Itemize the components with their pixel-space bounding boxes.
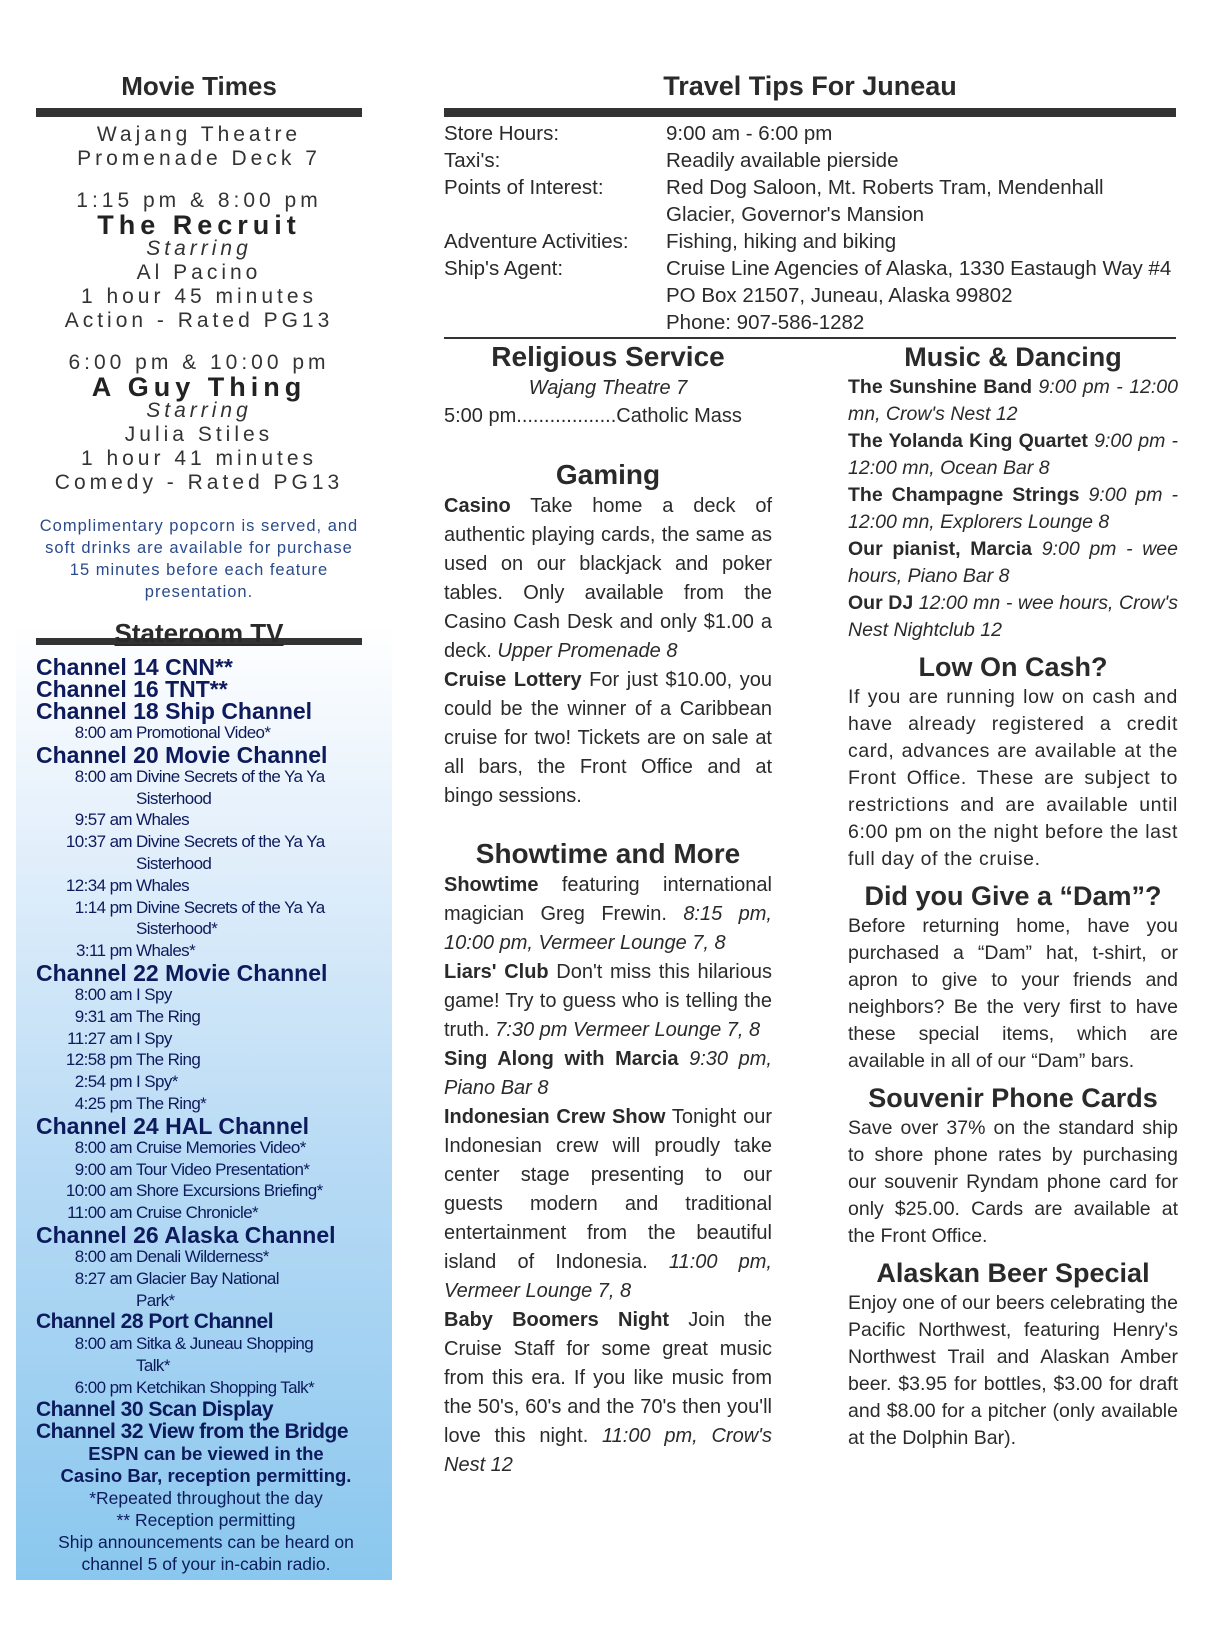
travel-tip-row [444, 309, 1176, 336]
item-time: 9:00 pm - 12:00 mn, Explorers Lounge 8 [848, 484, 1178, 533]
religious-time: 5:00 pm [444, 405, 517, 427]
channel-header: Channel 28 Port Channel [36, 1310, 274, 1334]
program-row [36, 1333, 376, 1355]
tip-label [444, 282, 666, 309]
showtime-heading: Showtime and More [475, 838, 741, 869]
heading-rule [444, 108, 1176, 117]
tip-value: Cruise Line Agencies of Alaska, 1330 Eastaugh Way #4 [666, 257, 1172, 280]
program-title: Park* [136, 1290, 175, 1310]
program-time: 4:25 pm [74, 1093, 132, 1113]
film-length: 1 hour 41 minutes [80, 447, 318, 470]
film-1 [36, 189, 362, 333]
item-text: featuring international magician Greg Frewin. [444, 874, 772, 925]
program-time: 9:57 am [74, 810, 132, 830]
tip-value: Phone: 907-586-1282 [666, 311, 865, 334]
tip-label: Ship's Agent: [444, 257, 564, 280]
film-title: The Recruit [97, 210, 301, 240]
tv-note: Ship announcements can be heard on [58, 1531, 354, 1552]
program-row [36, 918, 376, 940]
program-row [36, 1268, 376, 1290]
program-time: 8:00 am [74, 1246, 132, 1266]
program-title: Divine Secrets of the Ya Ya [136, 832, 325, 852]
program-time: 10:37 am [65, 832, 132, 852]
program-title: Sisterhood [136, 853, 212, 873]
dam-heading: Did you Give a “Dam”? [864, 881, 1162, 911]
program-time: 12:34 pm [65, 875, 132, 895]
film-star: Julia Stiles [124, 423, 274, 446]
program-row [36, 875, 376, 897]
travel-tips-heading: Travel Tips For Juneau [663, 71, 957, 101]
program-row [36, 853, 376, 875]
stateroom-tv-listing [36, 656, 376, 1575]
movie-times-section [36, 0, 362, 603]
item-lead: The Yolanda King Quartet [848, 430, 1088, 452]
program-time: 2:54 pm [74, 1072, 132, 1092]
travel-tips-table [444, 120, 1176, 336]
program-row [36, 897, 376, 919]
channel-header: Channel 22 Movie Channel [36, 959, 328, 986]
item-lead: The Sunshine Band [848, 376, 1033, 398]
program-row [36, 722, 376, 744]
item-lead: Sing Along with Marcia [444, 1048, 679, 1070]
tip-value: 9:00 am - 6:00 pm [666, 122, 833, 145]
stateroom-tv-header [36, 618, 362, 648]
item-lead: Our pianist, Marcia [848, 538, 1033, 560]
program-row [36, 1180, 376, 1202]
tv-note: ** Reception permitting [116, 1509, 296, 1530]
phone-cards-text: Save over 37% on the standard ship to shore phone rates by purchasing our souvenir Ryndam phone card for only $25.00. Cards are available at the Front Office. [848, 1117, 1178, 1247]
program-time: 11:27 am [67, 1028, 132, 1048]
music-list [848, 374, 1178, 644]
program-row [36, 1093, 376, 1115]
item-time: 9:00 pm - 12:00 mn, Ocean Bar 8 [848, 430, 1178, 479]
film-length: 1 hour 45 minutes [80, 285, 318, 308]
right-column [848, 340, 1178, 1452]
stateroom-tv-heading: Stateroom TV [114, 618, 284, 648]
religious-heading: Religious Service [491, 341, 725, 372]
tip-label: Adventure Activities: [444, 230, 629, 253]
program-title: Whales [136, 810, 190, 830]
tv-note: Casino Bar, reception permitting. [60, 1464, 352, 1486]
film-genre: Comedy - Rated PG13 [54, 471, 344, 494]
program-time: 6:00 pm [74, 1377, 132, 1397]
program-time [36, 853, 136, 875]
program-time: 8:00 am [74, 723, 132, 742]
music-item [848, 428, 1178, 482]
film-genre: Action - Rated PG13 [64, 309, 334, 332]
program-title: The Ring [136, 1050, 201, 1070]
dam-text: Before returning home, have you purchased a “Dam” hat, t-shirt, or apron to give to your friends and neighbors? Be the very first to have these special items, which are available in all of our “Dam” bars. [848, 915, 1178, 1072]
popcorn-note: Complimentary popcorn is served, and soft drinks are available for purchase 15 minutes before each feature presentation. [39, 517, 359, 601]
program-title: Denali Wilderness* [136, 1246, 269, 1266]
item-time: 11:00 pm, Vermeer Lounge 7, 8 [444, 1251, 772, 1302]
program-title: I Spy [136, 1028, 172, 1048]
film-2 [36, 351, 362, 495]
program-title: I Spy* [136, 1072, 178, 1092]
show-item [444, 1103, 772, 1306]
program-title: Whales* [136, 941, 196, 961]
item-time: 7:30 pm Vermeer Lounge 7, 8 [495, 1019, 761, 1041]
beer-text: Enjoy one of our beers celebrating the Pacific Northwest, featuring Henry's Northwest Trail and Alaskan Amber beer. $3.95 for bottles, $3.00 for draft and $8.00 for a pitcher (only available at the Dolphin Bar). [848, 1292, 1178, 1449]
music-item [848, 374, 1178, 428]
program-row [36, 1355, 376, 1377]
program-row [36, 1028, 376, 1050]
tip-value: Readily available pierside [666, 149, 899, 172]
tip-value: PO Box 21507, Juneau, Alaska 99802 [666, 284, 1013, 307]
item-location: Upper Promenade 8 [497, 640, 678, 662]
program-time: 8:00 am [74, 984, 132, 1004]
section-rule [444, 337, 1176, 339]
program-title: Cruise Memories Video* [136, 1137, 306, 1157]
channel-header: Channel 26 Alaska Channel [36, 1221, 336, 1248]
program-title: Whales [136, 875, 190, 895]
item-lead: Indonesian Crew Show [444, 1106, 666, 1128]
music-heading: Music & Dancing [904, 342, 1122, 372]
item-text: Join the Cruise Staff for some great music from this era. If you like music from the 50's, 60's and the 70's then you'll love this night. [444, 1309, 772, 1447]
gaming-heading: Gaming [555, 459, 661, 490]
music-item [848, 482, 1178, 536]
program-row [36, 984, 376, 1006]
program-time: 3:11 pm [76, 941, 132, 961]
program-row [36, 1137, 376, 1159]
channel-header: Channel 14 CNN** [36, 654, 233, 680]
film-star: Al Pacino [136, 261, 262, 284]
item-text [678, 1048, 689, 1070]
tip-value: Glacier, Governor's Mansion [666, 203, 924, 226]
program-title: Cruise Chronicle* [136, 1203, 259, 1223]
program-time: 9:31 am [74, 1006, 132, 1026]
item-time: 12:00 mn - wee hours, Crow's Nest Nightclub 12 [848, 592, 1178, 641]
program-title: Sitka & Juneau Shopping [136, 1334, 314, 1354]
program-title: Divine Secrets of the Ya Ya [136, 766, 325, 786]
channel-header: Channel 30 Scan Display [36, 1397, 274, 1421]
show-item [444, 1306, 772, 1480]
program-time: 9:00 am [74, 1159, 132, 1179]
program-title: I Spy [136, 984, 172, 1004]
program-row [36, 1202, 376, 1224]
music-item [848, 536, 1178, 590]
phone-cards-heading: Souvenir Phone Cards [868, 1083, 1158, 1113]
program-title: Divine Secrets of the Ya Ya [136, 897, 325, 917]
channel-header: Channel 24 HAL Channel [36, 1112, 310, 1139]
tip-label [444, 309, 666, 336]
program-row [36, 766, 376, 788]
item-text: For just $10.00, you could be the winner of a Caribbean cruise for two! Tickets are on sale at all bars, the Front Office and at bingo sessions. [444, 669, 772, 807]
item-lead: Cruise Lottery [444, 669, 582, 691]
program-row [36, 809, 376, 831]
item-text: Take home a deck of authentic playing cards, the same as used on our blackjack and poker tables. Only available from the Casino Cash Desk and only $1.00 a deck. [444, 495, 772, 662]
item-time: 9:00 pm - 12:00 mn, Crow's Nest 12 [848, 376, 1178, 425]
item-text: Tonight our Indonesian crew will proudly take center stage presenting to our guests modern and traditional entertainment from the beautiful island of Indonesia. [444, 1106, 773, 1273]
show-item [444, 871, 772, 958]
item-lead: The Champagne Strings [848, 484, 1080, 506]
film-times: 6:00 pm & 10:00 pm [68, 351, 330, 374]
program-row [36, 831, 376, 853]
program-time: 8:00 am [74, 1334, 132, 1354]
program-row [36, 1377, 376, 1399]
travel-tip-row [444, 282, 1176, 309]
deck: Promenade Deck 7 [77, 147, 321, 170]
film-title: A Guy Thing [91, 372, 307, 402]
program-title: Promotional Video* [136, 723, 271, 742]
program-row [36, 1049, 376, 1071]
program-time: 8:27 am [74, 1268, 132, 1288]
program-time: 10:00 am [65, 1181, 132, 1201]
item-time: 9:00 pm - wee hours, Piano Bar 8 [848, 538, 1178, 587]
tv-note: ESPN can be viewed in the [88, 1442, 324, 1464]
program-time: 11:00 am [67, 1203, 132, 1223]
item-lead: Liars' Club [444, 961, 549, 983]
tip-value: Fishing, hiking and biking [666, 230, 897, 253]
travel-tip-row [444, 147, 1176, 174]
showtime-list [444, 871, 772, 1480]
tv-note: channel 5 of your in-cabin radio. [81, 1553, 331, 1574]
cash-heading: Low On Cash? [918, 652, 1108, 682]
beer-heading: Alaskan Beer Special [876, 1258, 1150, 1288]
program-time: 8:00 am [74, 766, 132, 786]
program-time [36, 918, 136, 940]
program-time [36, 1355, 136, 1377]
casino-item [444, 492, 772, 666]
religious-event: Catholic Mass [616, 405, 742, 427]
program-title: The Ring [136, 1006, 201, 1026]
tip-label: Taxi's: [444, 149, 501, 172]
program-row [36, 1006, 376, 1028]
item-lead: Baby Boomers Night [444, 1309, 670, 1331]
program-row [36, 940, 376, 962]
middle-column [444, 340, 772, 1480]
religious-venue: Wajang Theatre 7 [528, 377, 688, 399]
dot-leader: .................. [516, 405, 617, 427]
tip-value: Red Dog Saloon, Mt. Roberts Tram, Mendenhall [666, 176, 1104, 199]
heading-rule [36, 108, 362, 117]
show-item [444, 958, 772, 1045]
program-title: Ketchikan Shopping Talk* [136, 1377, 315, 1397]
program-title: Sisterhood* [136, 919, 218, 939]
program-row [36, 1071, 376, 1093]
item-time: 11:00 pm, Crow's Nest 12 [444, 1425, 772, 1476]
travel-tip-row [444, 201, 1176, 228]
program-row [36, 1159, 376, 1181]
program-time [36, 788, 136, 810]
program-time: 12:58 pm [65, 1050, 132, 1070]
item-text: Don't miss this hilarious game! Try to guess who is telling the truth. [444, 961, 772, 1041]
channel-header: Channel 20 Movie Channel [36, 741, 328, 768]
item-lead: Our DJ [848, 592, 914, 614]
channel-header: Channel 16 TNT** [36, 676, 228, 702]
starring-label: Starring [146, 237, 252, 260]
item-time: 8:15 pm, 10:00 pm, Vermeer Lounge 7, 8 [444, 903, 772, 954]
program-title: Glacier Bay National [136, 1268, 279, 1288]
travel-tips-section [444, 0, 1176, 339]
program-title: Shore Excursions Briefing* [136, 1181, 323, 1201]
program-title: Tour Video Presentation* [136, 1159, 310, 1179]
channel-header: Channel 18 Ship Channel [36, 698, 313, 724]
cash-text: If you are running low on cash and have already registered a credit card, advances are available at the Front Office. These are subject to restrictions and are available until 6:00 pm on the night before the last full day of the cruise. [848, 686, 1178, 870]
movie-times-heading: Movie Times [121, 71, 277, 101]
program-time [36, 1290, 136, 1312]
program-row [36, 1246, 376, 1268]
program-row [36, 1290, 376, 1312]
tip-label: Points of Interest: [444, 176, 604, 199]
item-time: 9:30 pm, Piano Bar 8 [444, 1048, 772, 1099]
tip-label: Store Hours: [444, 122, 560, 145]
tv-note: *Repeated throughout the day [89, 1487, 323, 1508]
travel-tip-row [444, 255, 1176, 282]
film-times: 1:15 pm & 8:00 pm [76, 189, 322, 212]
program-time: 8:00 am [74, 1137, 132, 1157]
music-item [848, 590, 1178, 644]
travel-tip-row [444, 174, 1176, 201]
item-lead: Showtime [444, 874, 539, 896]
program-title: Talk* [136, 1356, 170, 1376]
item-lead: Casino [444, 495, 511, 517]
channel-header: Channel 32 View from the Bridge [36, 1419, 349, 1443]
program-row [36, 788, 376, 810]
lottery-item [444, 666, 772, 811]
starring-label: Starring [146, 399, 252, 422]
travel-tip-row [444, 228, 1176, 255]
travel-tip-row [444, 120, 1176, 147]
tip-label [444, 201, 666, 228]
program-time: 1:14 pm [74, 897, 132, 917]
show-item [444, 1045, 772, 1103]
program-title: Sisterhood [136, 788, 212, 808]
venue: Wajang Theatre [96, 123, 302, 146]
religious-entry [444, 402, 772, 430]
program-title: The Ring* [136, 1093, 207, 1113]
